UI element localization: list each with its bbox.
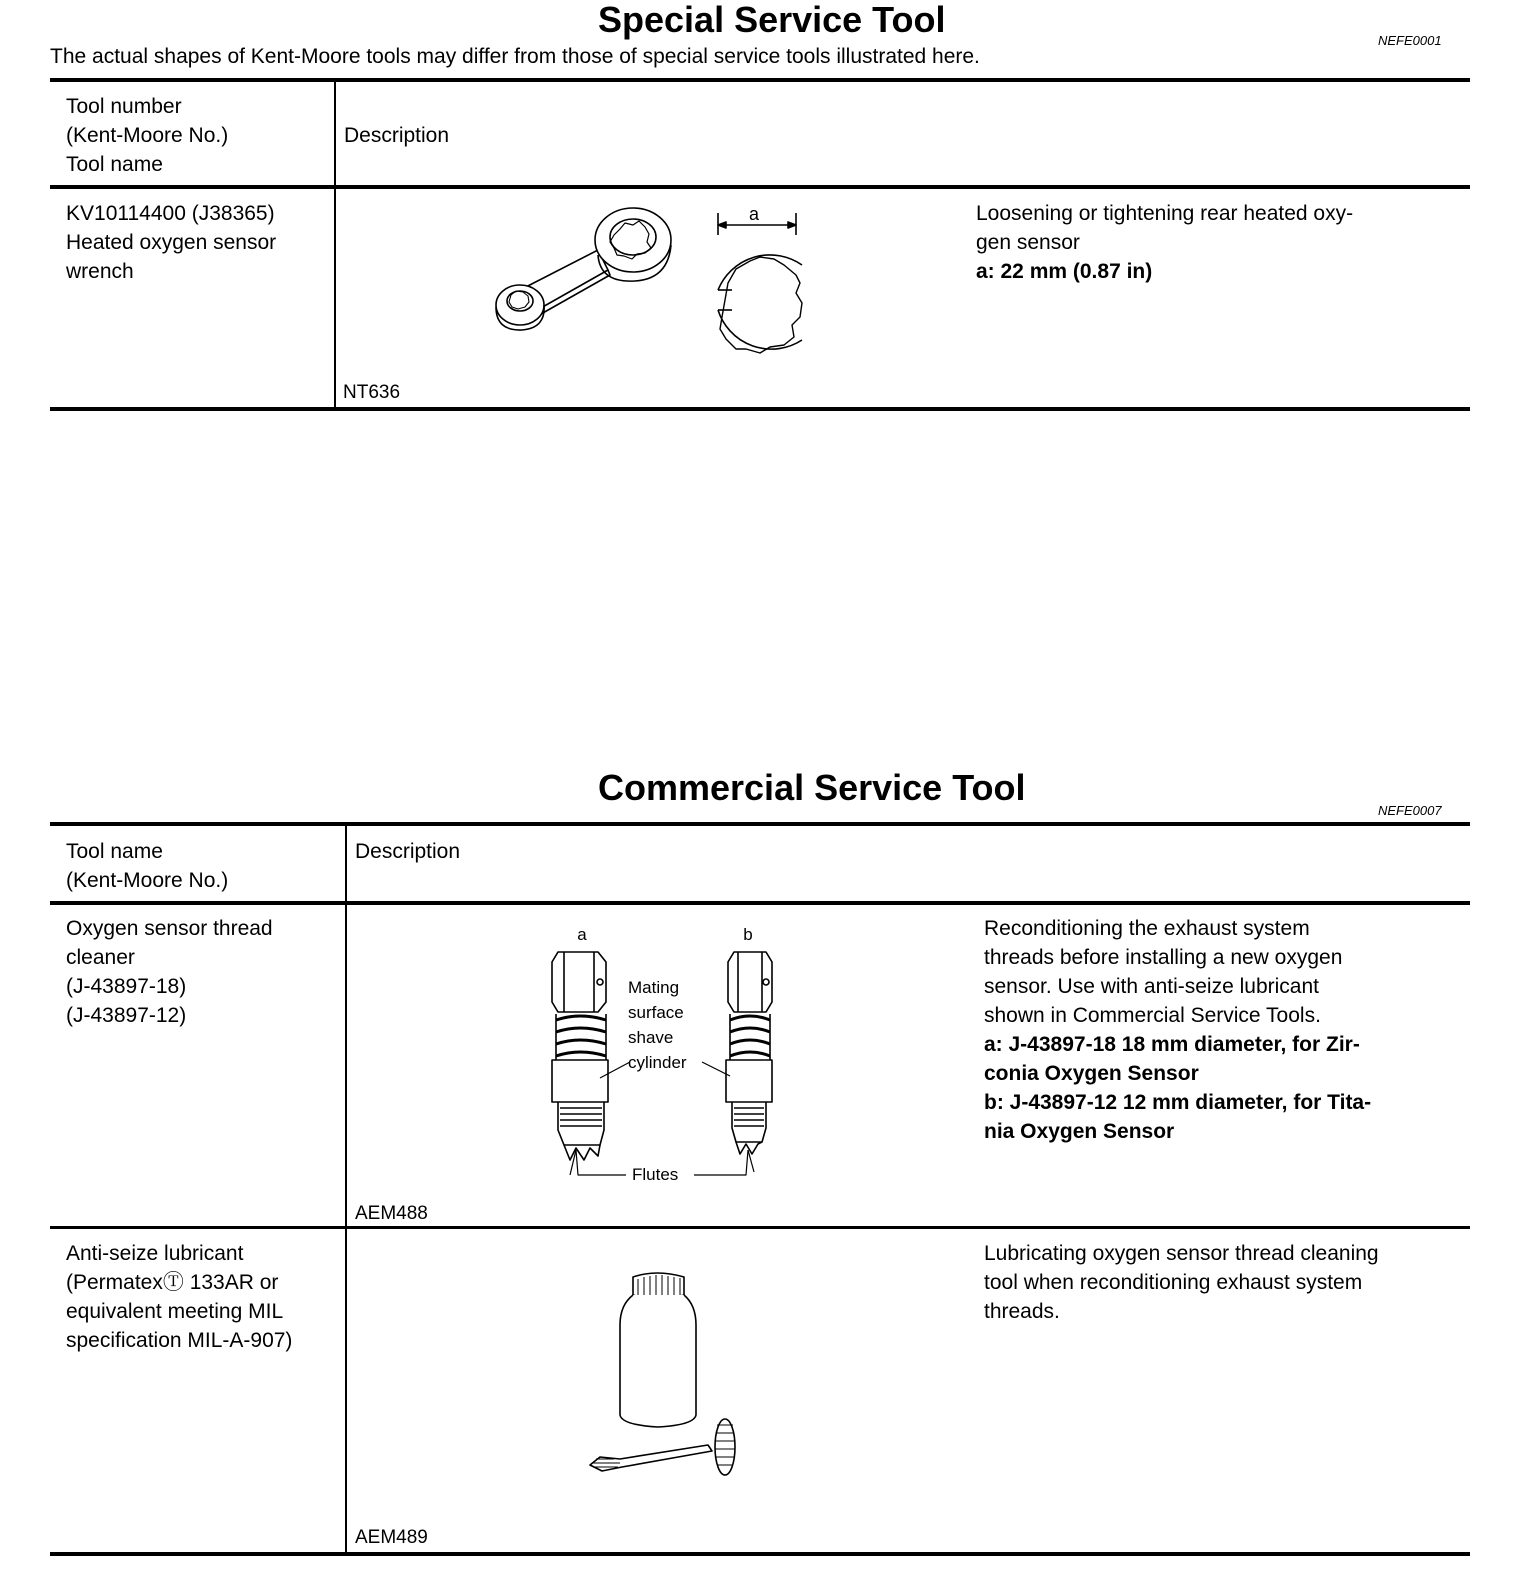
desc-line: Reconditioning the exhaust system: [984, 917, 1310, 940]
thread-cleaner-illustration: [540, 920, 800, 1190]
commercial-header-col2: Description: [355, 840, 461, 863]
mating-label-line: cylinder: [628, 1053, 687, 1072]
tool-name-line: Heated oxygen sensor: [66, 231, 277, 254]
commercial-title: Commercial Service Tool: [598, 767, 1026, 808]
mating-label-line: surface: [628, 1003, 684, 1022]
commercial-row2-tool-name: [66, 1239, 292, 1355]
commercial-header-rule: [50, 901, 1470, 905]
commercial-table-bottom-rule: [50, 1552, 1470, 1556]
mating-label-line: shave: [628, 1028, 674, 1047]
lubricant-illustration: [580, 1265, 750, 1490]
special-table-top-rule: [50, 78, 1470, 82]
commercial-row1-tool-name: [66, 914, 273, 1030]
special-row1-tool-name: [66, 199, 276, 286]
commercial-row2-description: [984, 1239, 1379, 1326]
desc-line: threads before installing a new oxygen: [984, 946, 1343, 969]
special-row1-figure-code: NT636: [343, 382, 401, 403]
tool-name-line: (J-43897-18): [66, 975, 187, 998]
special-intro-text: The actual shapes of Kent-Moore tools may differ from those of special service tools illustrated here.: [50, 45, 980, 68]
tool-name-line: Anti-seize lubricant: [66, 1242, 244, 1265]
tool-name-line: (PermatexⓉ 133AR or: [66, 1271, 279, 1294]
desc-line: tool when reconditioning exhaust system: [984, 1271, 1363, 1294]
flutes-label: Flutes: [632, 1165, 679, 1184]
tool-name-line: wrench: [66, 260, 134, 283]
header-line: Tool name: [66, 153, 163, 176]
special-header-col2: Description: [344, 124, 450, 147]
desc-line: Lubricating oxygen sensor thread cleaning: [984, 1242, 1379, 1265]
commercial-header-divider: [345, 826, 347, 904]
special-header-rule: [50, 185, 1470, 189]
commercial-row2-figure-code: AEM489: [355, 1527, 428, 1548]
tool-name-line: KV10114400 (J38365): [66, 202, 275, 225]
desc-spec-line: a: J-43897-18 18 mm diameter, for Zir-: [984, 1033, 1360, 1056]
desc-spec-line: nia Oxygen Sensor: [984, 1120, 1175, 1143]
desc-line: gen sensor: [976, 231, 1080, 254]
wrench-dimension-label: a: [748, 204, 760, 224]
special-header-divider: [334, 82, 336, 188]
desc-line: sensor. Use with anti-seize lubricant: [984, 975, 1319, 998]
commercial-table-top-rule: [50, 822, 1470, 826]
commercial-row-separator: [50, 1226, 1470, 1229]
tool-name-line: (J-43897-12): [66, 1004, 187, 1027]
tool-name-line: cleaner: [66, 946, 135, 969]
desc-spec-line: conia Oxygen Sensor: [984, 1062, 1199, 1085]
commercial-header-col1: [66, 837, 228, 895]
commercial-row1-figure-code: AEM488: [355, 1203, 428, 1224]
tool-name-line: Oxygen sensor thread: [66, 917, 273, 940]
desc-line: Loosening or tightening rear heated oxy-: [976, 202, 1354, 225]
desc-spec-line: a: 22 mm (0.87 in): [976, 260, 1153, 283]
mating-label-line: Mating: [628, 978, 680, 997]
special-ref-code: NEFE0001: [1378, 33, 1442, 48]
cleaner-b-label: b: [743, 925, 753, 944]
special-table-bottom-rule: [50, 407, 1470, 411]
special-row1-description: [976, 199, 1353, 286]
header-line: (Kent-Moore No.): [66, 869, 229, 892]
header-line: Tool number: [66, 95, 182, 118]
desc-spec-line: b: J-43897-12 12 mm diameter, for Tita-: [984, 1091, 1372, 1114]
wrench-illustration: [480, 195, 820, 370]
commercial-ref-code: NEFE0007: [1378, 803, 1442, 818]
cleaner-a-label: a: [577, 925, 587, 944]
special-row-divider: [334, 189, 336, 409]
special-title: Special Service Tool: [598, 0, 946, 40]
desc-line: threads.: [984, 1300, 1060, 1323]
header-line: Tool name: [66, 840, 163, 863]
tool-name-line: equivalent meeting MIL: [66, 1300, 284, 1323]
desc-line: shown in Commercial Service Tools.: [984, 1004, 1321, 1027]
commercial-row-divider: [345, 905, 347, 1555]
header-line: (Kent-Moore No.): [66, 124, 229, 147]
tool-name-line: specification MIL-A-907): [66, 1329, 293, 1352]
commercial-row1-description: [984, 914, 1371, 1146]
special-header-col1: [66, 92, 228, 179]
